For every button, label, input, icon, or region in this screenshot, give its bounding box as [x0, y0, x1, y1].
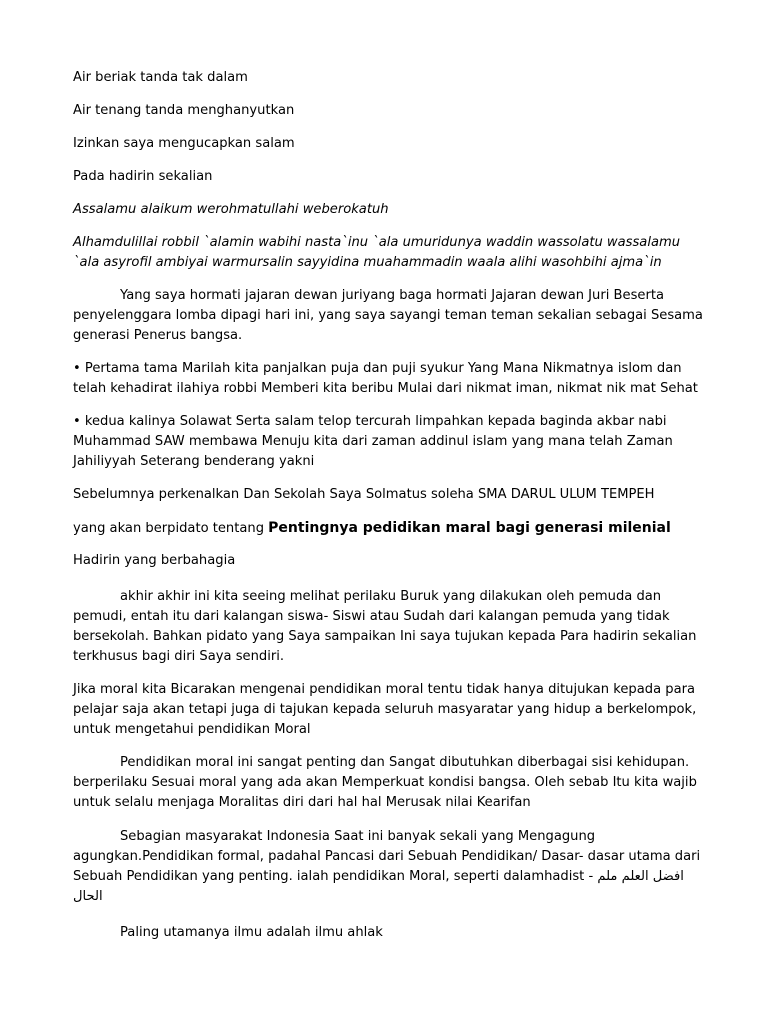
line-closing: Paling utamanya ilmu adalah ilmu ahlak [120, 925, 383, 940]
paragraph-society [73, 827, 703, 907]
line-salam: Assalamu alaikum werohmatullahi weberokatuh [73, 202, 389, 217]
paragraph-introduction: Sebelumnya perkenalkan Dan Sekolah Saya Solmatus soleha SMA DARUL ULUM TEMPEH [73, 487, 655, 502]
paragraph-bullet-1: • Pertama tama Marilah kita panjalkan puja dan puji syukur Yang Mana Nikmatnya islom dan telah kehadirat ilahiya robbi Memberi kita beribu Mulai dari nikmat iman, nikmat nik mat Sehat [73, 361, 698, 396]
topic-prefix: yang akan berpidato tentang [73, 521, 269, 536]
paragraph-topic [73, 518, 703, 539]
paragraph-importance: Pendidikan moral ini sangat penting dan Sangat dibutuhkan diberbagai sisi kehidupan. berperilaku Sesuai moral yang ada akan Memperkuat kondisi bangsa. Oleh sebab Itu kita wajib untuk selalu menjaga Moralitas diri dari hal hal Merusak nilai Kearifan [73, 755, 697, 810]
line-audience: Pada hadirin sekalian [73, 169, 213, 184]
line-proverb-1: Air beriak tanda tak dalam [73, 70, 248, 85]
arabic-quote: افضل العلم ملم الحال [73, 869, 684, 904]
document-page [73, 68, 703, 943]
paragraph-hamdalah: Alhamdulillai robbil `alamin wabihi nasta`inu `ala umuridunya waddin wassolatu wassalamu `ala asyrofil ambiyai warmursalin sayyidina muahammadin waala alihi wasohbihi ajma`in [73, 235, 681, 270]
line-proverb-2: Air tenang tanda menghanyutkan [73, 103, 295, 118]
paragraph-respect: Yang saya hormati jajaran dewan juriyang baga hormati Jajaran dewan Juri Beserta penyelenggara lomba dipagi hari ini, yang saya sayangi teman teman sekalian sebagai Sesama generasi Penerus bangsa. [73, 288, 703, 343]
paragraph-moral-education: Jika moral kita Bicarakan mengenai pendidikan moral tentu tidak hanya ditujukan kepada para pelajar saja akan tetapi juga di tajukan kepada seluruh masyaratar yang hidup a berkelompok, untuk mengetahui pendidikan Moral [73, 682, 697, 737]
paragraph-behavior: akhir akhir ini kita seeing melihat perilaku Buruk yang dilakukan oleh pemuda dan pemudi, entah itu dari kalangan siswa- Siswi atau Sudah dari kalangan pemuda yang tidak bersekolah. Bahkan pidato yang Saya sampaikan Ini saya tujukan kepada Para hadirin sekalian terkhusus bagi diri Saya sendiri. [73, 589, 697, 664]
speech-title: Pentingnya pedidikan maral bagi generasi milenial [268, 520, 671, 536]
line-address: Hadirin yang berbahagia [73, 553, 236, 568]
line-greeting: Izinkan saya mengucapkan salam [73, 136, 295, 151]
paragraph-bullet-2: • kedua kalinya Solawat Serta salam telop tercurah limpahkan kepada baginda akbar nabi Muhammad SAW membawa Menuju kita dari zaman addinul islam yang mana telah Zaman Jahiliyyah Seterang benderang yakni [73, 414, 673, 469]
society-text: Sebagian masyarakat Indonesia Saat ini banyak sekali yang Mengagung agungkan.Pendidikan formal, padahal Pancasi dari Sebuah Pendidikan/ Dasar- dasar utama dari Sebuah Pendidikan yang penting. ialah pendidikan Moral, seperti dalamhadist - [73, 829, 701, 884]
